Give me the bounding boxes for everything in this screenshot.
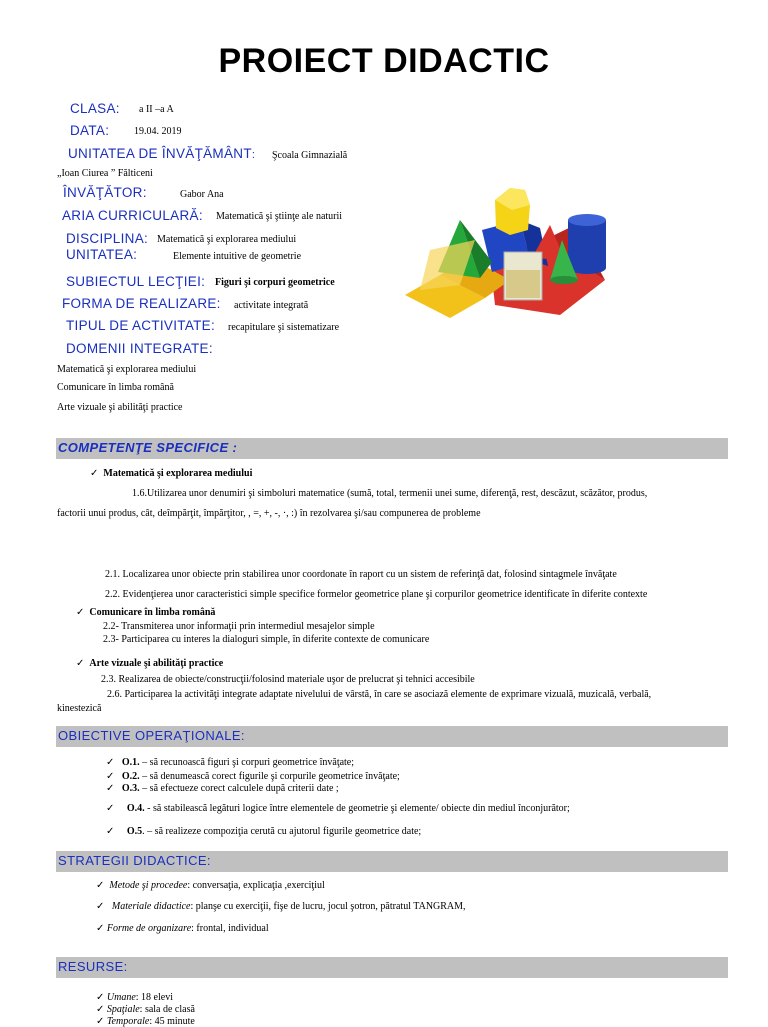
data-value: 19.04. 2019	[134, 126, 182, 137]
geometric-shapes-image	[400, 180, 612, 320]
resurse-heading-bar	[56, 957, 728, 978]
competenta-2-1: 2.1. Localizarea unor obiecte prin stabilirea unor coordonate în raport cu un sistem de referinţă dat, folosind sintagmele învăţate	[105, 569, 617, 580]
invatator-value: Gabor Ana	[180, 189, 224, 200]
check-icon: ✓	[106, 803, 115, 814]
obiective-heading-bar	[56, 726, 728, 747]
obiectiv-item: ✓ O.5. – să realizeze compoziţia cerută cu ajutorul figurile geometrice date;	[106, 826, 422, 837]
unitatea-inv-label: UNITATEA DE ÎNVĂŢĂMÂNT:	[68, 146, 256, 161]
domenii-item: Matematică şi explorarea mediului	[57, 364, 197, 375]
competente-heading-bar	[56, 438, 728, 459]
check-icon: ✓	[96, 992, 105, 1003]
check-icon: ✓	[106, 783, 115, 794]
strategii-heading-bar	[56, 851, 728, 872]
check-icon: ✓	[106, 826, 115, 837]
check-icon: ✓	[106, 757, 115, 768]
unitatea-inv-value: Şcoala Gimnazială	[272, 150, 348, 161]
aria-value: Matematică şi ştiinţe ale naturii	[216, 211, 343, 222]
invatator-label: ÎNVĂŢĂTOR:	[63, 185, 147, 200]
subiect-value: Figuri şi corpuri geometrice	[215, 277, 335, 288]
competenta-2-2: 2.2. Evidenţierea unor caracteristici simple specifice formelor geometrice plane şi corpurilor geometrice identificate în diferite contexte	[105, 589, 648, 600]
competente-group-arte: ✓ Arte vizuale şi abilităţi practice	[76, 658, 224, 669]
domenii-label: DOMENII INTEGRATE:	[66, 341, 213, 356]
subiect-label: SUBIECTUL LECŢIEI:	[66, 274, 206, 289]
obiectiv-item: ✓ O.1. – să recunoască figuri şi corpuri geometrice învăţate;	[106, 757, 355, 768]
strategii-materiale: ✓ Materiale didactice: planşe cu exerciţii, fişe de lucru, jocul şotron, pătratul TANGRAM,	[96, 901, 466, 912]
clasa-label: CLASA:	[70, 101, 120, 116]
competente-heading: COMPETENŢE SPECIFICE :	[58, 440, 238, 455]
tipul-value: recapitulare şi sistematizare	[228, 322, 340, 333]
competente-group-com: ✓ Comunicare în limba română	[76, 607, 216, 618]
forma-value: activitate integrată	[234, 300, 309, 311]
unitatea-value: Elemente intuitive de geometrie	[173, 251, 302, 262]
aria-label: ARIA CURRICULARĂ:	[62, 208, 203, 223]
check-icon: ✓	[96, 901, 105, 912]
obiectiv-item: ✓ O.2. – să denumească corect figurile şi corpurile geometrice învăţate;	[106, 771, 400, 782]
tipul-label: TIPUL DE ACTIVITATE:	[66, 318, 216, 333]
obiectiv-item: ✓ O.3. – să efectueze corect calculele după criterii date ;	[106, 783, 339, 794]
competenta-com-2-3: 2.3- Participarea cu interes la dialoguri simple, în diferite contexte de comunicare	[103, 634, 430, 645]
check-icon: ✓	[106, 771, 115, 782]
resurse-spatiale: ✓ Spaţiale: sala de clasă	[96, 1004, 195, 1015]
check-icon: ✓	[96, 1004, 105, 1015]
obiective-heading: OBIECTIVE OPERAŢIONALE:	[58, 728, 245, 743]
data-label: DATA:	[70, 123, 110, 138]
resurse-temporale: ✓ Temporale: 45 minute	[96, 1016, 195, 1027]
domenii-item: Comunicare în limba română	[57, 382, 174, 393]
check-icon: ✓	[90, 468, 99, 479]
strategii-heading: STRATEGII DIDACTICE:	[58, 853, 211, 868]
forma-label: FORMA DE REALIZARE:	[62, 296, 221, 311]
check-icon: ✓	[96, 1016, 105, 1027]
competenta-arte-2-6: 2.6. Participarea la activităţi integrate adaptate nivelului de vârstă, în care se asociază elemente de exprimare vizuală, muzicală, verbală,	[107, 689, 652, 700]
disciplina-value: Matematică şi explorarea mediului	[157, 234, 297, 245]
clasa-value: a II –a A	[139, 104, 174, 115]
check-icon: ✓	[76, 658, 85, 669]
resurse-heading: RESURSE:	[58, 959, 128, 974]
competenta-1-6-cont: factorii unui produs, cât, deîmpărţit, împărţitor, , =, +, -, ·, :) în rezolvarea şi/sau compunerea de probleme	[57, 508, 481, 519]
strategii-forme: ✓ Forme de organizare: frontal, individual	[96, 923, 269, 934]
competenta-1-6: 1.6.Utilizarea unor denumiri şi simboluri matematice (sumă, total, termenii unei sume, diferenţă, rest, descăzut, scăzător, produs,	[132, 488, 648, 499]
domenii-item: Arte vizuale şi abilităţi practice	[57, 402, 183, 413]
page-title: PROIECT DIDACTIC	[218, 42, 550, 80]
check-icon: ✓	[76, 607, 85, 618]
obiectiv-item: ✓ O.4. - să stabilească legături logice între elementele de geometrie şi elemente/ obiecte din mediul înconjurător;	[106, 803, 570, 814]
unitatea-inv-value2: „Ioan Ciurea ” Fălticeni	[57, 168, 153, 179]
disciplina-label: DISCIPLINA:	[66, 231, 149, 246]
unitatea-label: UNITATEA:	[66, 247, 138, 262]
competenta-arte-2-3: 2.3. Realizarea de obiecte/construcţii/folosind materiale uşor de prelucrat şi tehnici accesibile	[101, 674, 475, 685]
competente-group-mat: ✓ Matematică şi explorarea mediului	[90, 468, 253, 479]
resurse-umane: ✓ Umane: 18 elevi	[96, 992, 173, 1003]
check-icon: ✓	[96, 923, 105, 934]
competenta-arte-2-6-cont: kinestezică	[57, 703, 102, 714]
competenta-com-2-2: 2.2- Transmiterea unor informaţii prin intermediul mesajelor simple	[103, 621, 375, 632]
check-icon: ✓	[96, 880, 105, 891]
strategii-metode: ✓ Metode şi procedee: conversaţia, explicaţia ,exerciţiul	[96, 880, 325, 891]
